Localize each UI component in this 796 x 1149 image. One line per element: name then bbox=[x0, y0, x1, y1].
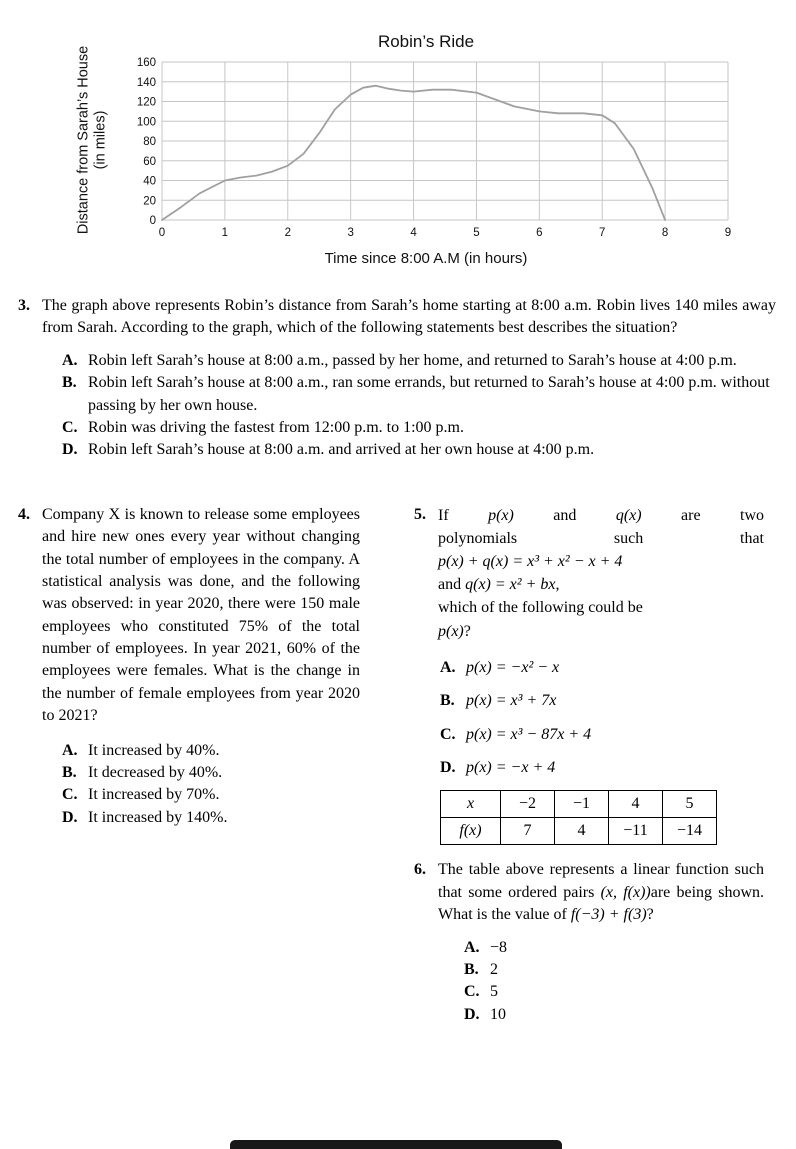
choice-text: Robin left Sarah’s house at 8:00 a.m., passed by her home, and returned to Sarah’s house at 4:00 p.m. bbox=[88, 351, 737, 369]
svg-text:80: 80 bbox=[143, 136, 156, 148]
choice-c bbox=[62, 784, 360, 806]
choice-label: D. bbox=[62, 441, 78, 459]
choice-d bbox=[464, 1004, 764, 1026]
svg-text:100: 100 bbox=[136, 116, 156, 129]
choice-label: A. bbox=[62, 741, 78, 759]
question-text-line: and q(x) = x² + bx, bbox=[438, 576, 560, 594]
table-cell: 7 bbox=[501, 818, 555, 845]
choice-label: A. bbox=[464, 938, 480, 956]
robins-ride-line-chart bbox=[116, 56, 736, 246]
choice-text: 10 bbox=[490, 1005, 506, 1023]
choice-b bbox=[464, 959, 764, 981]
choice-label: C. bbox=[464, 983, 480, 1001]
svg-text:120: 120 bbox=[136, 96, 156, 109]
question-number: 3. bbox=[18, 297, 30, 314]
question-6 bbox=[414, 859, 764, 926]
choice-text: Robin was driving the fastest from 12:00 p.m. to 1:00 p.m. bbox=[88, 418, 464, 436]
question-text-line: polynomials such that bbox=[438, 529, 764, 547]
choice-text: 5 bbox=[490, 983, 498, 1001]
question-text-line: p(x) + q(x) = x³ + x² − x + 4 bbox=[438, 553, 623, 571]
choice-label: A. bbox=[440, 658, 456, 676]
choice-label: A. bbox=[62, 351, 78, 369]
choice-label: B. bbox=[440, 692, 455, 710]
question-text-line: p(x)? bbox=[438, 622, 471, 640]
choice-label: D. bbox=[440, 759, 456, 777]
question-text: The table above represents a linear function such that some ordered pairs (x, f(x))are being shown. What is the value of f(−3) + f(3)? bbox=[438, 861, 765, 924]
questions-5-6-block bbox=[414, 504, 764, 1026]
question-text bbox=[438, 504, 764, 643]
svg-text:40: 40 bbox=[143, 175, 156, 188]
choice-text: Robin left Sarah’s house at 8:00 a.m. and arrived at her own house at 4:00 p.m. bbox=[88, 441, 595, 459]
choice-text: It decreased by 40%. bbox=[88, 764, 223, 782]
two-column-section bbox=[18, 504, 776, 1026]
choice-text: p(x) = x³ + 7x bbox=[466, 692, 557, 710]
question-5 bbox=[414, 504, 764, 643]
choice-text: It increased by 70%. bbox=[88, 786, 220, 804]
svg-text:6: 6 bbox=[536, 227, 543, 239]
choice-text: p(x) = −x² − x bbox=[466, 658, 560, 676]
choice-label: B. bbox=[62, 374, 77, 392]
svg-text:9: 9 bbox=[724, 227, 732, 239]
function-value-table bbox=[440, 790, 717, 845]
choice-c bbox=[464, 981, 764, 1003]
bottom-partial-bar bbox=[230, 1140, 562, 1149]
question-text: Company X is known to release some employees and hire new ones every year without changing the total number of employees in the company. A statistical analysis was done, and the following was observed: in year 2020, there were 150 male employees who constituted 75% of the total number of employees. In year 2021, 60% of the employees were females. What is the change in the number of female employees from year 2020 to 2021? bbox=[42, 505, 360, 725]
svg-text:5: 5 bbox=[473, 227, 480, 239]
question-number: 6. bbox=[414, 861, 426, 879]
choice-c bbox=[62, 417, 776, 439]
table-cell: x bbox=[441, 791, 501, 818]
svg-text:140: 140 bbox=[136, 76, 156, 89]
svg-text:1: 1 bbox=[221, 227, 229, 239]
choice-text: 2 bbox=[490, 960, 498, 978]
svg-text:60: 60 bbox=[143, 155, 156, 168]
question-3 bbox=[18, 295, 776, 340]
choice-text: p(x) = x³ − 87x + 4 bbox=[466, 725, 592, 743]
table-row bbox=[441, 791, 717, 818]
choice-b bbox=[62, 762, 360, 784]
question-3-block bbox=[18, 295, 776, 462]
svg-text:8: 8 bbox=[661, 227, 669, 239]
choice-label: C. bbox=[62, 786, 78, 804]
choice-label: D. bbox=[62, 808, 78, 826]
choice-text: It increased by 140%. bbox=[88, 808, 228, 826]
choice-a bbox=[62, 350, 776, 372]
question-4-block bbox=[18, 504, 360, 1026]
svg-text:2: 2 bbox=[284, 227, 291, 239]
choice-label: B. bbox=[62, 764, 77, 782]
question-6-choices bbox=[464, 937, 764, 1027]
y-axis-label-text: Distance from Sarah’s House (in miles) bbox=[75, 45, 109, 234]
svg-text:4: 4 bbox=[410, 227, 417, 239]
choice-label: B. bbox=[464, 960, 479, 978]
x-axis-label: Time since 8:00 A.M (in hours) bbox=[324, 250, 528, 267]
question-text-line: which of the following could be bbox=[438, 599, 643, 617]
table-cell: 4 bbox=[555, 818, 609, 845]
choice-a bbox=[440, 657, 764, 679]
choice-c bbox=[440, 724, 764, 746]
y-axis-label bbox=[70, 45, 116, 246]
question-5-choices bbox=[440, 657, 764, 780]
table-row bbox=[441, 818, 717, 845]
choice-d bbox=[62, 807, 360, 829]
svg-text:20: 20 bbox=[143, 195, 156, 208]
table-cell: 5 bbox=[663, 791, 717, 818]
svg-text:0: 0 bbox=[158, 227, 166, 239]
svg-text:160: 160 bbox=[136, 57, 156, 69]
question-number: 5. bbox=[414, 505, 426, 523]
choice-a bbox=[62, 740, 360, 762]
question-4-choices bbox=[62, 740, 360, 830]
question-number: 4. bbox=[18, 505, 30, 523]
question-4 bbox=[18, 504, 360, 728]
choice-b bbox=[62, 372, 776, 417]
table-cell: −11 bbox=[609, 818, 663, 845]
choice-b bbox=[440, 690, 764, 712]
question-text: The graph above represents Robin’s distance from Sarah’s home starting at 8:00 a.m. Robin lives 140 miles away from Sarah. According to the graph, which of the following statements best describes the situation? bbox=[42, 297, 776, 337]
choice-text: p(x) = −x + 4 bbox=[466, 759, 556, 777]
chart-block bbox=[70, 32, 736, 267]
choice-label: D. bbox=[464, 1005, 480, 1023]
choice-text: −8 bbox=[490, 938, 508, 956]
chart-title: Robin’s Ride bbox=[377, 32, 475, 51]
table-cell: −1 bbox=[555, 791, 609, 818]
table-cell: −2 bbox=[501, 791, 555, 818]
chart-row bbox=[70, 45, 736, 246]
svg-text:0: 0 bbox=[149, 215, 156, 227]
table-cell: −14 bbox=[663, 818, 717, 845]
choice-text: It increased by 40%. bbox=[88, 741, 220, 759]
choice-label: C. bbox=[440, 725, 456, 743]
choice-label: C. bbox=[62, 418, 78, 436]
choice-a bbox=[464, 937, 764, 959]
choice-d bbox=[440, 757, 764, 779]
svg-text:7: 7 bbox=[599, 227, 606, 239]
table-cell: f(x) bbox=[441, 818, 501, 845]
question-3-choices bbox=[62, 350, 776, 462]
choice-d bbox=[62, 439, 776, 461]
svg-text:3: 3 bbox=[347, 227, 354, 239]
table-cell: 4 bbox=[609, 791, 663, 818]
choice-text: Robin left Sarah’s house at 8:00 a.m., ran some errands, but returned to Sarah’s house at 4:00 p.m. without passing by her own house. bbox=[88, 374, 770, 414]
question-text-line: If p(x) and q(x) are two bbox=[438, 506, 765, 524]
